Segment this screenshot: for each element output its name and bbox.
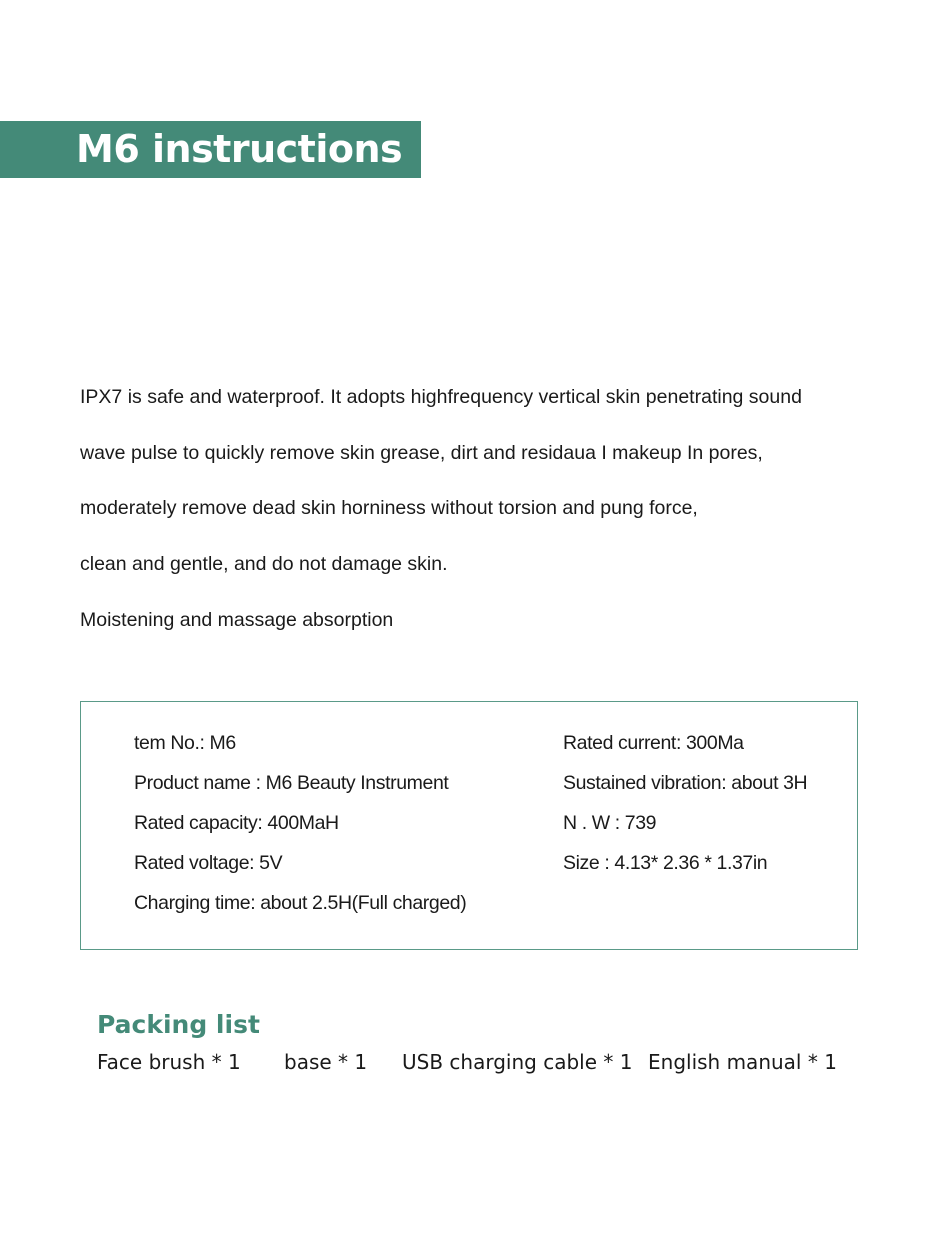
spec-size: Size : 4.13* 2.36 * 1.37in <box>563 852 768 874</box>
packing-item-face-brush: Face brush * 1 <box>97 1050 241 1074</box>
spec-item-no: tem No.: M6 <box>134 732 236 754</box>
spec-rated-capacity: Rated capacity: 400MaH <box>134 812 339 834</box>
description-line: moderately remove dead skin horniness without torsion and pung force, <box>80 497 698 519</box>
spec-net-weight: N . W : 739 <box>563 812 657 834</box>
description-line: IPX7 is safe and waterproof. It adopts highfrequency vertical skin penetrating sound <box>80 386 802 408</box>
packing-item-usb-cable: USB charging cable * 1 <box>402 1050 633 1074</box>
description-line: clean and gentle, and do not damage skin. <box>80 553 448 575</box>
title-banner <box>0 121 421 178</box>
description-line: Moistening and massage absorption <box>80 609 394 631</box>
description-line: wave pulse to quickly remove skin grease, dirt and residaua I makeup In pores, <box>80 442 763 464</box>
spec-product-name: Product name : M6 Beauty Instrument <box>134 772 449 794</box>
spec-sustained-vibration: Sustained vibration: about 3H <box>563 772 808 794</box>
packing-item-base: base * 1 <box>284 1050 368 1074</box>
spec-charging-time: Charging time: about 2.5H(Full charged) <box>134 892 467 914</box>
spec-rated-current: Rated current: 300Ma <box>563 732 744 754</box>
packing-item-manual: English manual * 1 <box>648 1050 837 1074</box>
specs-table <box>80 701 858 950</box>
packing-list-title: Packing list <box>97 1010 260 1039</box>
spec-rated-voltage: Rated voltage: 5V <box>134 852 283 874</box>
page-title: M6 instructions <box>76 127 403 171</box>
